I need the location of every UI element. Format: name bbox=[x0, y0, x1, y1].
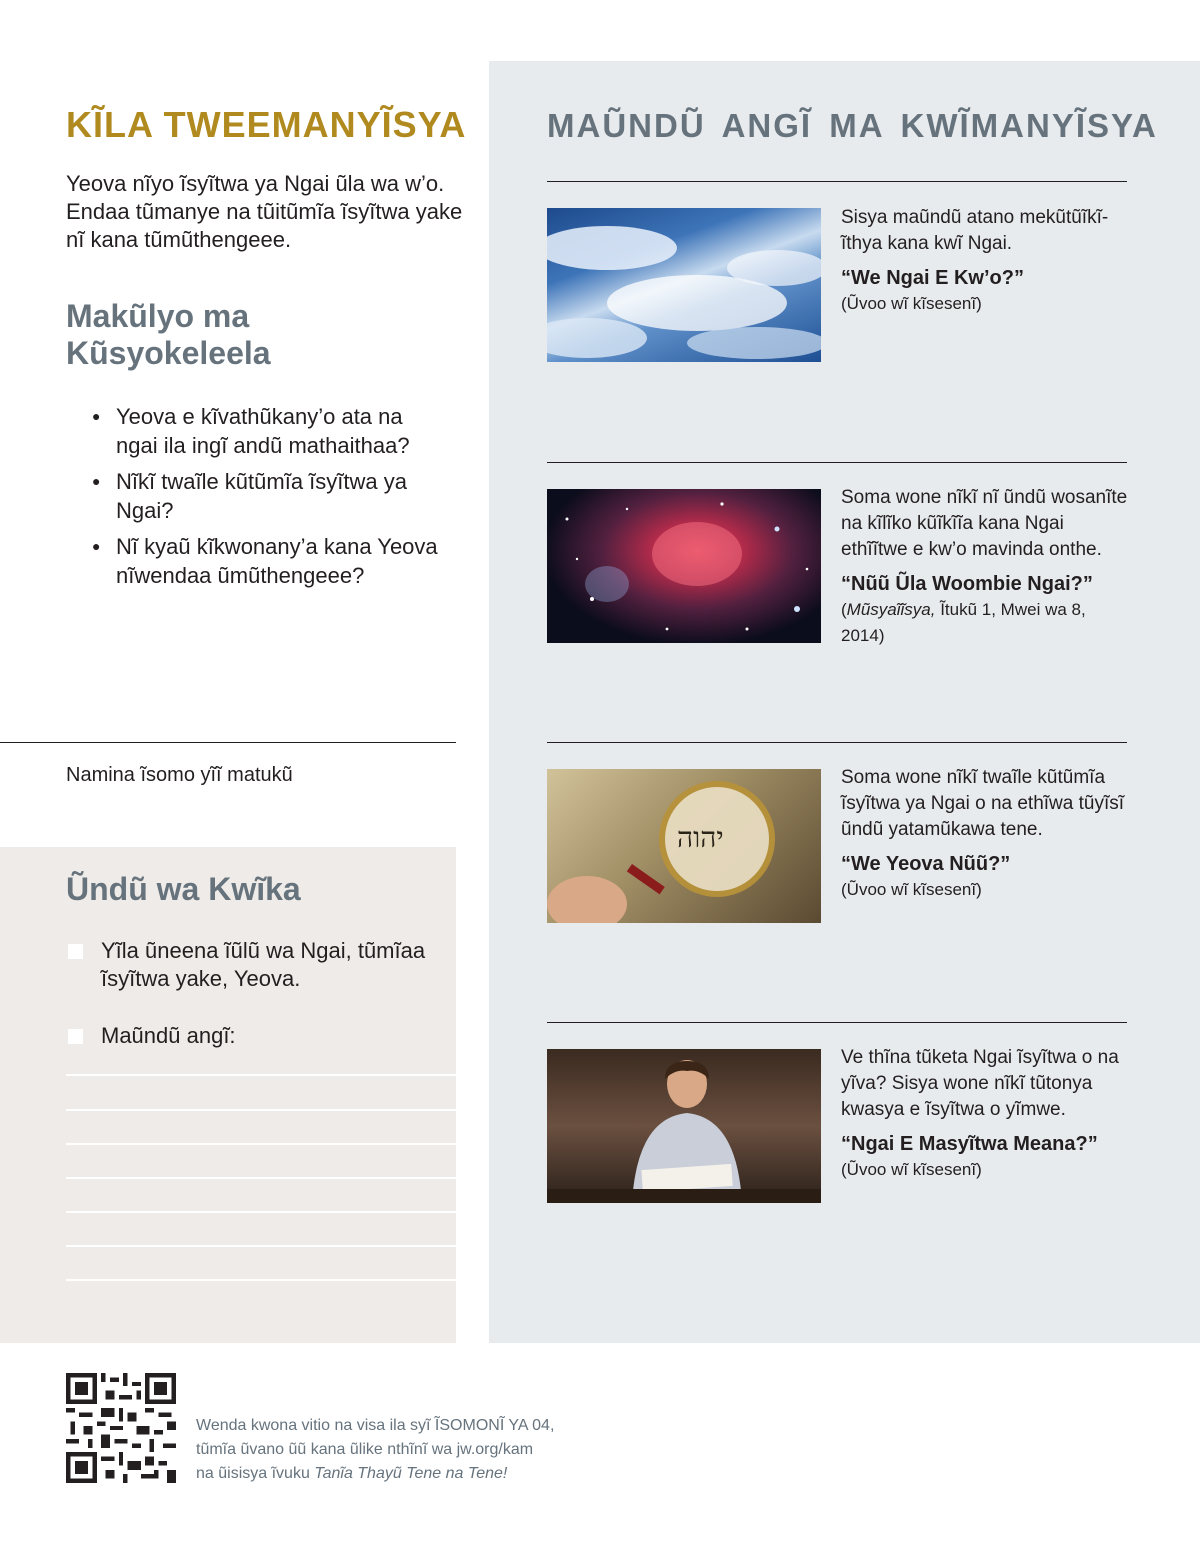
sky-clouds-image-art bbox=[547, 208, 821, 362]
resource-title-link[interactable]: “We Yeova Nũũ?” bbox=[841, 853, 1011, 875]
divider bbox=[547, 462, 1127, 463]
resource-description: Soma wone nĩkĩ twaĩle kũtũmĩa ĩsyĩtwa ya Ngai o na ethĩwa tũyĩsĩ ũndũ yatamũkawa tene. bbox=[841, 767, 1125, 840]
writing-line[interactable] bbox=[66, 1245, 456, 1247]
goal-item-label: Yĩla ũneena ĩũlũ wa Ngai, tũmĩaa ĩsyĩtwa yake, Yeova. bbox=[101, 938, 426, 991]
resource-item bbox=[841, 205, 1131, 317]
book-title: Tanĩa Thayũ Tene na Tene! bbox=[314, 1465, 508, 1482]
summary-body: Yeova nĩyo ĩsyĩtwa ya Ngai ũla wa w’o. Endaa tũmanye na tũitũmĩa ĩsyĩtwa yake nĩ kana tũmũthengeee. bbox=[66, 171, 463, 252]
summary-title: KĨLA TWEEMANYĨSYA bbox=[66, 104, 467, 145]
resource-item bbox=[841, 485, 1131, 649]
resource-title-link[interactable]: “We Ngai E Kw’o?” bbox=[841, 267, 1024, 289]
footer-line: na ũisisya ĩvuku Tanĩa Thayũ Tene na Tene! bbox=[196, 1465, 508, 1482]
resource-description: Soma wone nĩkĩ nĩ ũndũ wosanĩte na kĩlĩko kũĩkĩĩa kana Ngai ethĩĩtwe e kw’o mavinda onthe. bbox=[841, 487, 1128, 560]
more-title: MAŨNDŨ ANGĨ MA KWĨMANYĨSYA bbox=[547, 107, 1158, 144]
magnifying-glass-image-art bbox=[547, 769, 821, 923]
footer-line: tũmĩa ũvano ũũ kana ũlike nthĩnĩ wa jw.org/kam bbox=[196, 1441, 534, 1458]
divider bbox=[0, 742, 456, 743]
divider bbox=[547, 1022, 1127, 1023]
resource-item bbox=[841, 765, 1131, 903]
goal-item bbox=[68, 1022, 438, 1050]
writing-line[interactable] bbox=[66, 1279, 456, 1281]
goal-checkbox[interactable] bbox=[68, 944, 83, 959]
goal-checkbox[interactable] bbox=[68, 1029, 83, 1044]
goal-item-label: Maũndũ angĩ: bbox=[101, 1023, 236, 1048]
goal-title: Ũndũ wa Kwĩka bbox=[66, 871, 301, 907]
resource-source: (Ũvoo wĩ kĩsesenĩ) bbox=[841, 880, 982, 899]
review-question: ● Yeova e kĩvathũkany’o ata na ngai ila ingĩ andũ mathaithaa? bbox=[92, 402, 442, 460]
resource-description: Ve thĩna tũketa Ngai ĩsyĩtwa o na yĩva? Sisya wone nĩkĩ tũtonya kwasya e ĩsyĩtwa o yĩmwe. bbox=[841, 1047, 1119, 1120]
qr-code-icon[interactable] bbox=[66, 1373, 176, 1483]
writing-line[interactable] bbox=[66, 1211, 456, 1213]
divider bbox=[547, 742, 1127, 743]
footer-text bbox=[196, 1414, 656, 1486]
footer-line: Wenda kwona vitio na visa ila syĩ ĨSOMONĨ YA 04, bbox=[196, 1417, 555, 1434]
writing-line[interactable] bbox=[66, 1143, 456, 1145]
resource-title-link[interactable]: “Ngai E Masyĩtwa Meana?” bbox=[841, 1133, 1098, 1155]
review-questions-list bbox=[92, 402, 442, 597]
man-reading-image[interactable] bbox=[547, 1049, 821, 1203]
review-question: ● Nĩ kyaũ kĩkwonany’a kana Yeova nĩwendaa ũmũthengeee? bbox=[92, 532, 442, 590]
man-reading-image-art bbox=[547, 1049, 821, 1203]
nebula-image-art bbox=[547, 489, 821, 643]
resource-source: (Ũvoo wĩ kĩsesenĩ) bbox=[841, 1160, 982, 1179]
right-column bbox=[489, 61, 1200, 1343]
svg-text:יהוה: יהוה bbox=[677, 821, 724, 854]
resource-title-link[interactable]: “Nũũ Ũla Woombie Ngai?” bbox=[841, 573, 1093, 595]
writing-line[interactable] bbox=[66, 1074, 456, 1076]
resource-item bbox=[841, 1045, 1131, 1183]
resource-description: Sisya maũndũ atano mekũtũĩkĩĩthya kana kwĩ Ngai. bbox=[841, 207, 1109, 254]
review-question: ● Nĩkĩ twaĩle kũtũmĩa ĩsyĩtwa ya Ngai? bbox=[92, 467, 442, 525]
resource-source: (Mũsyaĩĩsya, Ĩtukũ 1, Mwei wa 8, 2014) bbox=[841, 600, 1086, 645]
goal-item bbox=[68, 937, 438, 993]
divider bbox=[547, 181, 1127, 182]
review-title: Makũlyo ma Kũsyokeleela bbox=[66, 298, 271, 371]
nebula-image[interactable] bbox=[547, 489, 821, 643]
writing-line[interactable] bbox=[66, 1177, 456, 1179]
magnifying-glass-image[interactable] bbox=[547, 769, 821, 923]
resource-source: (Ũvoo wĩ kĩsesenĩ) bbox=[841, 294, 982, 313]
sky-clouds-image[interactable] bbox=[547, 208, 821, 362]
goal-box bbox=[0, 847, 456, 1343]
writing-line[interactable] bbox=[66, 1109, 456, 1111]
completion-date-label: Namina ĩsomo yĩĩ matukũ bbox=[66, 764, 293, 786]
